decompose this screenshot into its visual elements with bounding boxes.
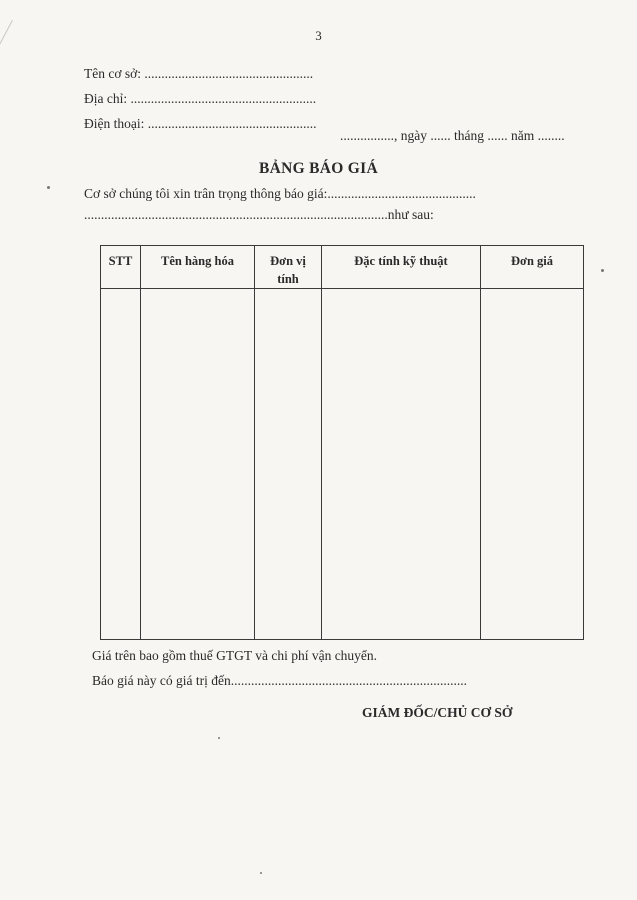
scan-speck: [218, 737, 220, 739]
cell-unit: [255, 289, 322, 640]
cell-stt: [101, 289, 141, 640]
price-table: [100, 245, 584, 640]
intro-line-1: Cơ sở chúng tôi xin trân trọng thông báo giá:............................................: [84, 186, 476, 201]
date-line: ................, ngày ...... tháng ...... năm ........: [340, 128, 565, 143]
cell-specs: [322, 289, 481, 640]
validity-line: Báo giá này có giá trị đến......................................................................: [92, 673, 467, 688]
intro-line-2: ..........................................................................................như sau:: [84, 207, 434, 222]
signature-title: GIÁM ĐỐC/CHỦ CƠ SỞ: [362, 705, 513, 720]
header-stt: STT: [101, 246, 141, 289]
address-line: Địa chỉ: .......................................................: [84, 91, 317, 106]
header-unit-price: Đơn giá: [481, 246, 584, 289]
scan-speck: [260, 872, 262, 874]
document-title: BẢNG BÁO GIÁ: [258, 160, 378, 177]
cell-product-name: [141, 289, 255, 640]
header-specs: Đặc tính kỹ thuật: [322, 246, 481, 289]
phone-line: Điện thoại: ..................................................: [84, 116, 317, 131]
header-unit: Đơn vị tính: [255, 246, 322, 289]
scan-speck: [47, 186, 50, 189]
table-row: [101, 289, 584, 640]
cell-unit-price: [481, 289, 584, 640]
header-product-name: Tên hàng hóa: [141, 246, 255, 289]
scan-speck: [601, 269, 604, 272]
vat-note: Giá trên bao gồm thuế GTGT và chi phí vận chuyển.: [92, 648, 378, 663]
facility-name-line: Tên cơ sở: ..................................................: [84, 66, 314, 81]
page-number: 3: [315, 28, 322, 43]
table-header-row: [101, 246, 584, 289]
